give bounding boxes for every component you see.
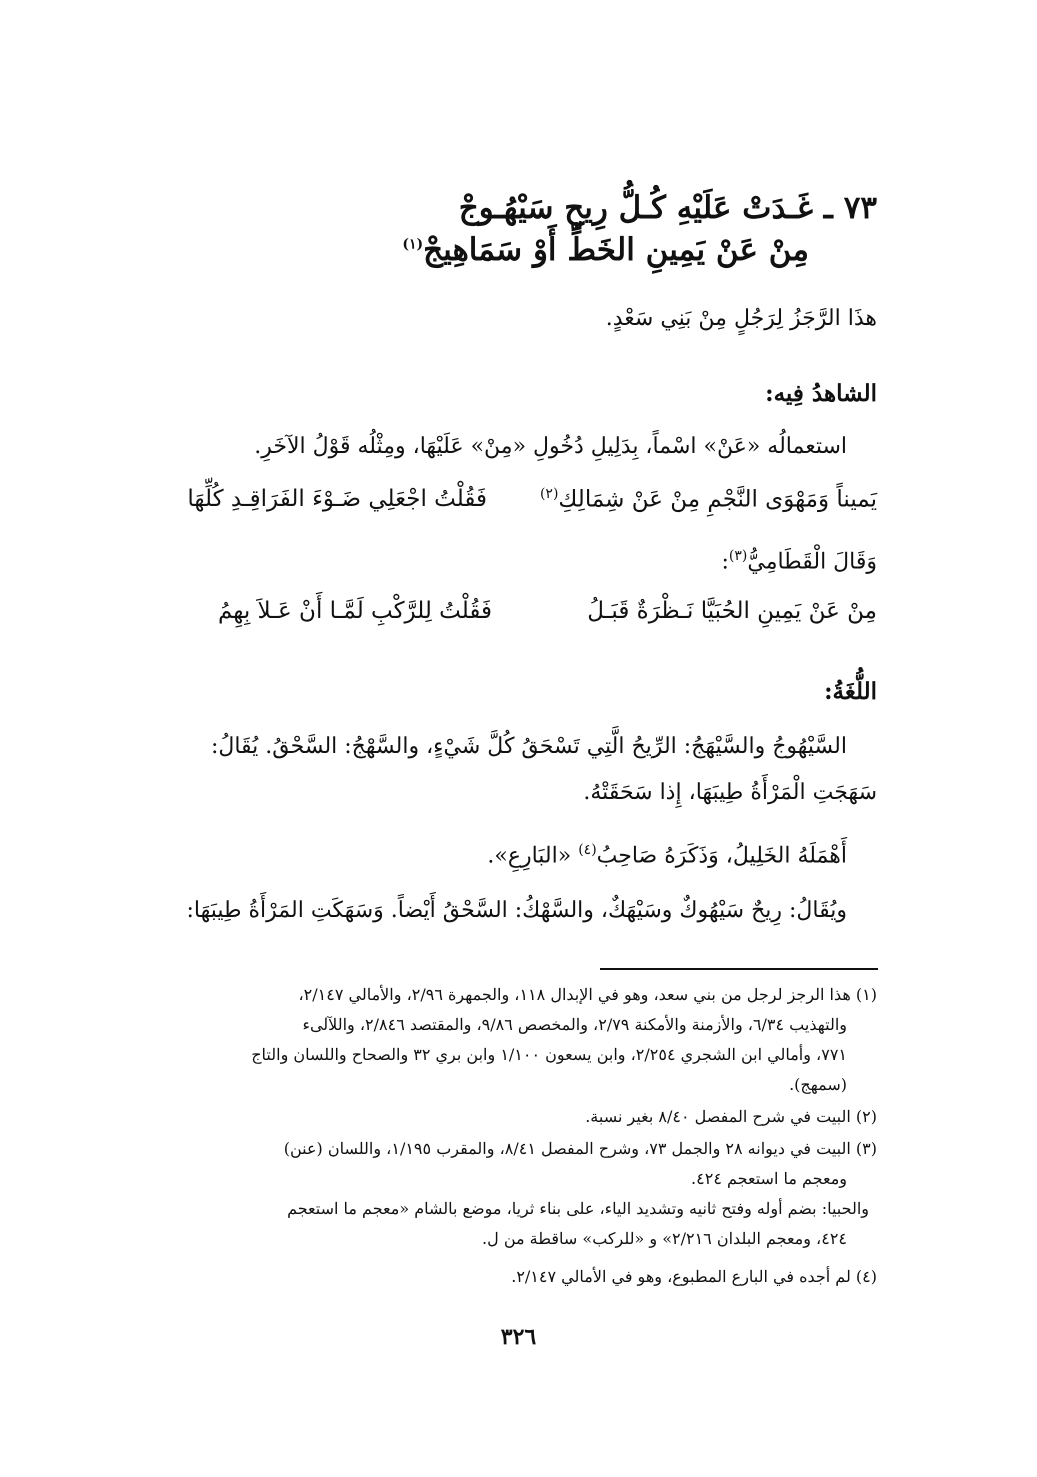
footnote-2: (٢) البيت في شرح المفصل ٨/٤٠ بغير نسبة. <box>585 1107 877 1126</box>
qutami-colon: : <box>721 549 729 575</box>
qutami-intro-text: وَقَالَ الْقَطَامِيُّ <box>747 549 877 575</box>
verse-2-second-hemistich <box>540 486 877 513</box>
footnote-ref-3: (٣) <box>728 548 748 564</box>
lugha-p2 <box>487 842 847 868</box>
attribution-line: هذَا الرَّجَزُ لِرَجُلٍ مِنْ بَنِي سَعْدٍ. <box>605 306 877 331</box>
footnote-ref-2: (٢) <box>539 486 559 502</box>
verse-73-line-2 <box>402 232 809 268</box>
footnote-3-line-1: (٣) البيت في ديوانه ٢٨ والجمل ٧٣، وشرح المفصل ٨/٤١، والمقرب ١/١٩٥، واللسان (عنن) <box>283 1139 877 1158</box>
lugha-p2-text: أَهْمَلَهُ الخَلِيلُ، وَذَكَرَهُ صَاحِبُ <box>596 843 847 869</box>
footnote-3-line-2: ومعجم ما استعجم ٤٢٤. <box>691 1169 847 1188</box>
footnote-1-line-3: ٧٧١، وأمالي ابن الشجري ٢/٢٥٤، وابن يسعون ١/١٠٠ وابن بري ٣٢ والصحاح واللسان والتاج <box>251 1045 847 1064</box>
verse-73-line-2-text: مِنْ عَنْ يَمِينِ الخَطِّ أَوْ سَمَاهِيجْ <box>423 232 809 268</box>
verse-3-second-hemistich: مِنْ عَنْ يَمِينِ الحُبَيَّا نَـظْرَةٌ قَبَـلُ <box>587 598 877 624</box>
lugha-p2-bari: «البَارِعِ». <box>487 843 572 869</box>
lugha-p1-line-1: السَّيْهُوجُ والسَّيْهَجُ: الرِّيحُ الَّتِي تَسْحَقُ كُلَّ شَيْءٍ، والسَّهْجُ: السَّحْقُ. يُقَالُ: <box>210 734 847 759</box>
footnote-1-line-4: (سمهج). <box>789 1075 847 1094</box>
verse-73-line-1: ٧٣ ـ غَـدَتْ عَلَيْهِ كُـلُّ رِيحٍ سَيْهُـوجْ <box>458 190 877 226</box>
footnote-separator <box>600 968 878 970</box>
footnote-1-line-1: (١) هذا الرجز لرجل من بني سعد، وهو في الإبدال ١١٨، والجمهرة ٢/٩٦، والأمالي ٢/١٤٧، <box>298 985 877 1004</box>
verse-2-left-text: يَميناً وَمَهْوَى النَّجْمِ مِنْ عَنْ شِمَالِكِ <box>558 486 877 513</box>
lugha-p3: ويُقَالُ: رِيحٌ سَيْهُوكٌ وسَيْهَكٌ، والسَّهْكُ: السَّحْقُ أَيْضاً. وَسَهَكَتِ المَرْأَةُ طِيبَهَا: <box>186 898 847 923</box>
lugha-heading: اللُّغَةُ: <box>824 678 877 705</box>
lugha-p1-line-2: سَهَجَتِ الْمَرْأَةُ طِيبَهَا، إِذا سَحَقَتْهُ. <box>583 780 877 805</box>
shahid-heading: الشاهدُ فِيه: <box>765 380 877 407</box>
footnote-1 <box>147 980 877 1100</box>
verse-2-first-hemistich: فَقُلْتُ اجْعَلِي ضَـوْءَ الفَرَاقِـدِ كُلِّهَا <box>187 486 487 512</box>
footnote-4: (٤) لم أجده في البارع المطبوع، وهو في الأمالي ٢/١٤٧. <box>511 1267 877 1286</box>
footnote-1-line-2: والتهذيب ٦/٣٤، والأزمنة والأمكنة ٢/٧٩، والمخصص ٩/٨٦، والمقتصد ٢/٨٤٦، واللآلىء <box>302 1015 847 1034</box>
shahid-text: استعمالُه «عَنْ» اسْماً، بِدَلِيلِ دُخُولِ «مِنْ» عَلَيْهَا، ومِثْلُه قَوْلُ الآخَرِ. <box>254 434 847 459</box>
footnote-ref-1: (١) <box>402 236 424 253</box>
footnote-3-line-3: والحبيا: بضم أوله وفتح ثانيه وتشديد الياء، على بناء ثريا، موضع بالشام «معجم ما استعجم <box>287 1199 869 1218</box>
footnote-3-line-4: ٤٢٤، ومعجم البلدان ٢/٢١٦» و «للركب» ساقطة من ل. <box>482 1229 847 1248</box>
qutami-intro <box>721 548 877 574</box>
footnote-3 <box>147 1134 877 1254</box>
footnote-ref-4: (٤) <box>578 842 597 858</box>
verse-3-first-hemistich: فَقُلْتُ لِلرَّكْبِ لَمَّـا أَنْ عَـلاَ بِهِمُ <box>217 598 492 624</box>
page-number: ٣٢٦ <box>500 1324 537 1350</box>
